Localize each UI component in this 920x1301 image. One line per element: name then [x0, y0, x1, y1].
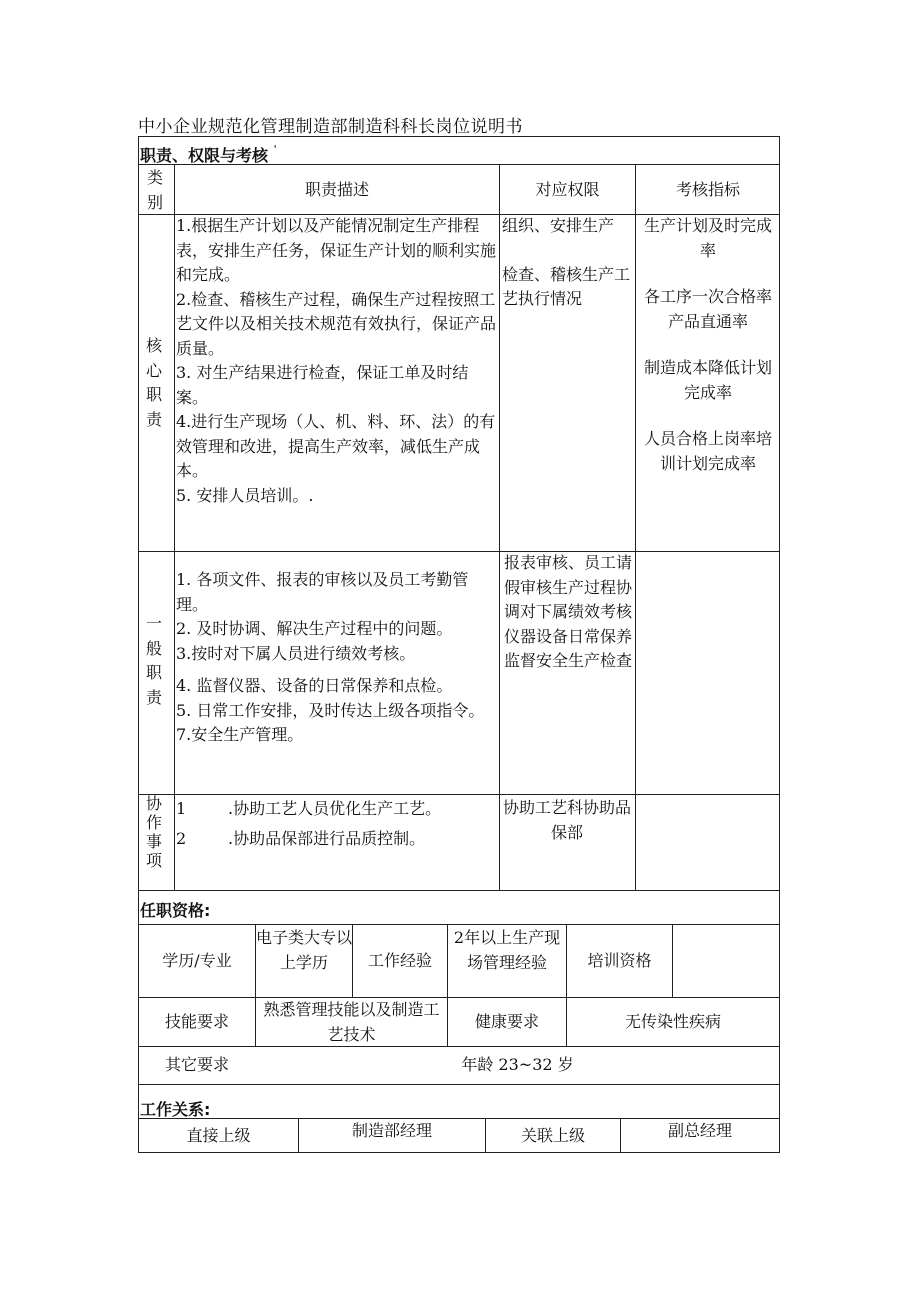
cooperation-item [176, 824, 498, 854]
col-divider [635, 164, 636, 890]
training-label: 培训资格 [587, 951, 652, 970]
cooperation-list [176, 794, 498, 854]
core-category-char: 职 [145, 385, 162, 404]
core-indicator: 人员合格上岗率培训计划完成率 [643, 429, 772, 473]
category-header [140, 166, 170, 215]
general-authority: 报表审核、员工请假审核生产过程协调对下属绩效考核仪器设备日常保养监督安全生产检查 [503, 553, 632, 670]
general-category-char: 一 [145, 614, 162, 633]
experience-value: 2年以上生产现场管理经验 [453, 928, 561, 972]
core-category-char: 核 [145, 336, 162, 355]
skill-label: 技能要求 [164, 1012, 229, 1031]
duties-section-heading [140, 143, 277, 166]
core-duty-item: 3. 对生产结果进行检查，保证工单及时结案。 [176, 363, 469, 407]
assessment-header: 考核指标 [675, 180, 740, 199]
core-authority-item: 检查、稽核生产工艺执行情况 [502, 264, 631, 308]
cooperation-item-number: 2 [176, 829, 187, 848]
education-value: 电子类大专以上学历 [256, 928, 353, 972]
general-duty-item: 3.按时对下属人员进行绩效考核。 [176, 643, 416, 663]
qualification-section-heading: 任职资格: [140, 901, 211, 920]
direct-supervisor-value: 制造部经理 [351, 1121, 432, 1140]
duties-heading-text: 职责、权限与考核 [140, 146, 269, 165]
core-indicator: 生产计划及时完成率 [643, 216, 772, 260]
health-label: 健康要求 [474, 1012, 539, 1031]
duties-heading-mark: ' [273, 143, 277, 156]
general-duty-item: 7.安全生产管理。 [176, 725, 304, 744]
row-divider [138, 551, 780, 552]
cooperation-category-char: 作 [145, 813, 162, 832]
general-category-label [139, 612, 169, 710]
col-divider [174, 164, 175, 890]
cooperation-category-char: 事 [145, 832, 162, 851]
cooperation-authority: 协助工艺科协助品保部 [502, 798, 631, 842]
core-duty-item: 2.检查、稽核生产过程，确保生产过程按照工艺文件以及相关技术规范有效执行，保证产品质量。 [176, 289, 497, 358]
col-divider [499, 164, 500, 890]
core-authority [502, 214, 634, 312]
skill-value: 熟悉管理技能以及制造工艺技术 [263, 1000, 440, 1044]
cooperation-item-text: .协助工艺人员优化生产工艺。 [228, 799, 442, 818]
general-duty-item: 4. 监督仪器、设备的日常保养和点检。 [176, 676, 453, 695]
cooperation-category-char: 项 [145, 851, 162, 870]
general-duty-item: 1. 各项文件、报表的审核以及员工考勤管理。 [176, 570, 469, 614]
education-label: 学历/专业 [162, 951, 232, 970]
core-category-label [139, 334, 169, 432]
category-header-line: 类 [146, 168, 163, 187]
row-divider [138, 924, 780, 925]
cooperation-category-label [139, 794, 169, 870]
core-authority-item: 组织、安排生产 [502, 216, 615, 235]
general-category-char: 职 [145, 663, 162, 682]
document-title: 中小企业规范化管理制造部制造科科长岗位说明书 [138, 117, 523, 137]
related-supervisor-value: 副总经理 [667, 1121, 732, 1140]
core-indicators [638, 214, 778, 476]
general-category-char: 般 [145, 638, 162, 658]
general-category-char: 责 [145, 687, 162, 707]
col-divider [672, 924, 673, 997]
core-duty-item: 5. 安排人员培训。. [176, 485, 314, 505]
core-duties-list [176, 214, 498, 508]
cooperation-item [176, 794, 498, 824]
cooperation-item-number: 1 [176, 799, 187, 818]
cooperation-item-text: .协助品保部进行品质控制。 [228, 829, 426, 848]
core-indicator: 制造成本降低计划完成率 [643, 358, 772, 402]
core-category-char: 心 [145, 360, 162, 380]
core-indicator: 各工序一次合格率产品直通率 [643, 287, 772, 331]
category-header-line: 别 [146, 192, 163, 212]
relations-section-heading: 工作关系: [140, 1100, 211, 1119]
row-divider [138, 890, 780, 891]
related-supervisor-label: 关联上级 [520, 1126, 585, 1145]
authority-header: 对应权限 [535, 180, 600, 199]
other-label: 其它要求 [164, 1055, 229, 1074]
general-duty-item: 5. 日常工作安排，及时传达上级各项指令。 [176, 700, 485, 720]
other-value: 年龄 23~32 岁 [461, 1055, 574, 1074]
cooperation-category-char: 协 [145, 794, 162, 813]
direct-supervisor-label: 直接上级 [186, 1126, 251, 1145]
experience-label: 工作经验 [367, 951, 432, 970]
row-divider [138, 1046, 780, 1047]
health-value: 无传染性疾病 [624, 1012, 721, 1031]
core-category-char: 责 [145, 409, 162, 429]
description-header: 职责描述 [304, 180, 369, 199]
core-duty-item: 1.根据生产计划以及产能情况制定生产排程表，安排生产任务，保证生产计划的顺利实施和完成。 [176, 216, 497, 284]
general-duty-item: 2. 及时协调、解决生产过程中的问题。 [176, 619, 453, 638]
core-duty-item: 4.进行生产现场（人、机、料、环、法）的有效管理和改进，提高生产效率，减低生产成本。 [176, 412, 496, 480]
row-divider [138, 1084, 780, 1085]
general-duties-list [176, 568, 498, 748]
row-divider [138, 997, 780, 998]
